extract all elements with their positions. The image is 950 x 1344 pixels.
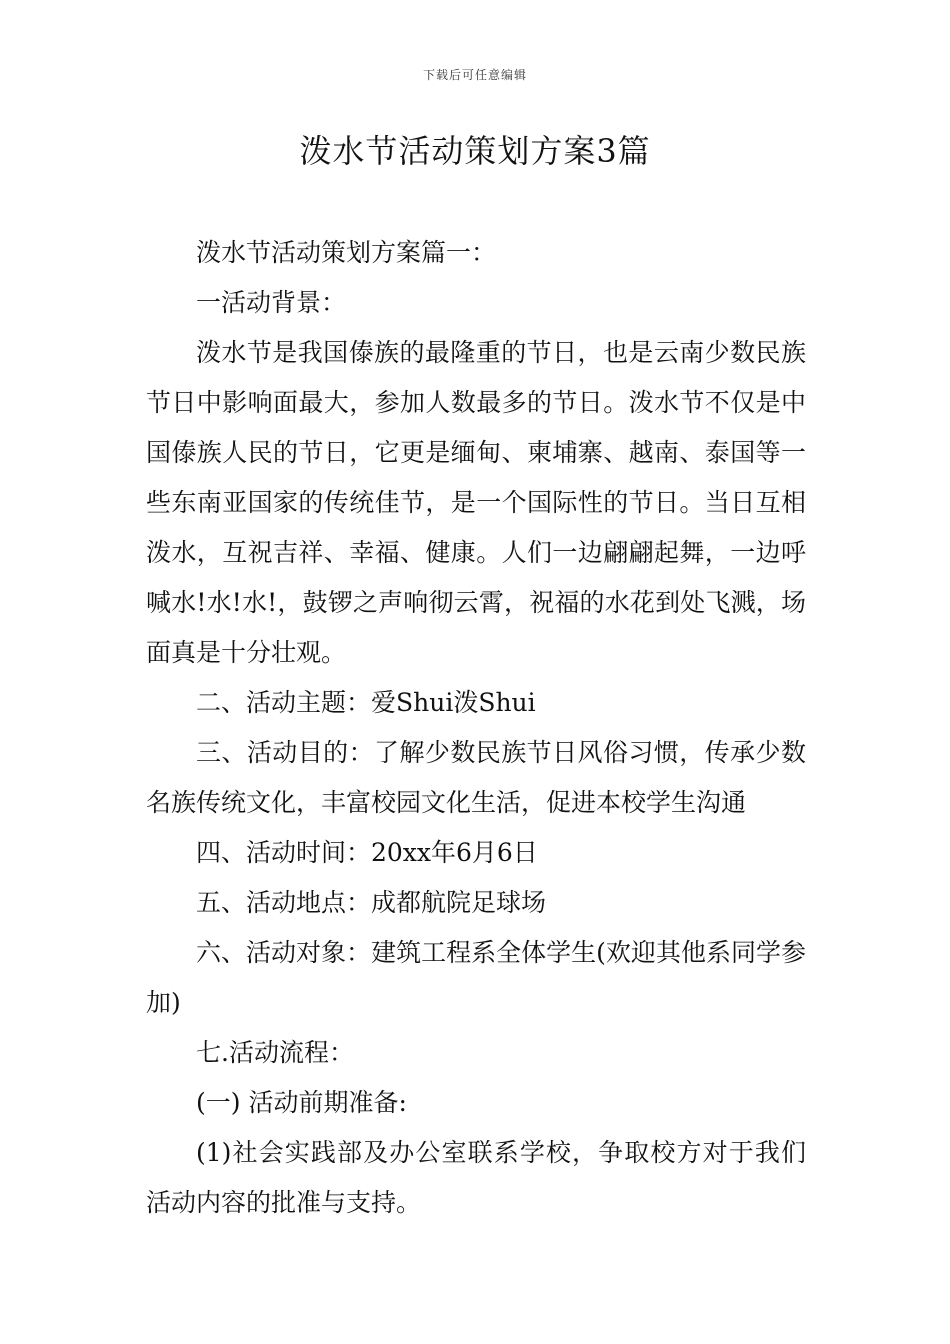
preparation-heading: (一) 活动前期准备: [196,1088,407,1117]
location-line: 五、活动地点：成都航院足球场 [196,888,547,917]
document-title: 泼水节活动策划方案3篇 [299,132,651,170]
section-heading: 泼水节活动策划方案篇一： [196,238,497,267]
preparation-item: (1)社会实践部及办公室联系学校，争取校方对于我们活动内容的批准与支持。 [146,1138,806,1217]
header-note: 下载后可任意编辑 [422,68,527,82]
background-paragraph: 泼水节是我国傣族的最隆重的节日，也是云南少数民族节日中影响面最大，参加人数最多的节日。泼水节不仅是中国傣族人民的节日，它更是缅甸、柬埔寨、越南、泰国等一些东南亚国家的传统佳节，是一个国际性的节日。当日互相泼水，互祝吉祥、幸福、健康。人们一边翩翩起舞，一边呼喊水!水!水!，鼓锣之声响彻云霄，祝福的水花到处飞溅，场面真是十分壮观。 [146,338,806,667]
audience-line: 六、活动对象：建筑工程系全体学生(欢迎其他系同学参加) [146,938,806,1017]
time-line: 四、活动时间：20xx年6月6日 [196,838,538,867]
document-body [146,228,806,1228]
background-heading: 一活动背景： [196,288,347,317]
purpose-line: 三、活动目的：了解少数民族节日风俗习惯，传承少数名族传统文化，丰富校园文化生活，促进本校学生沟通 [146,738,806,817]
process-heading: 七.活动流程： [196,1038,354,1067]
theme-line: 二、活动主题：爱Shui泼Shui [196,688,536,717]
